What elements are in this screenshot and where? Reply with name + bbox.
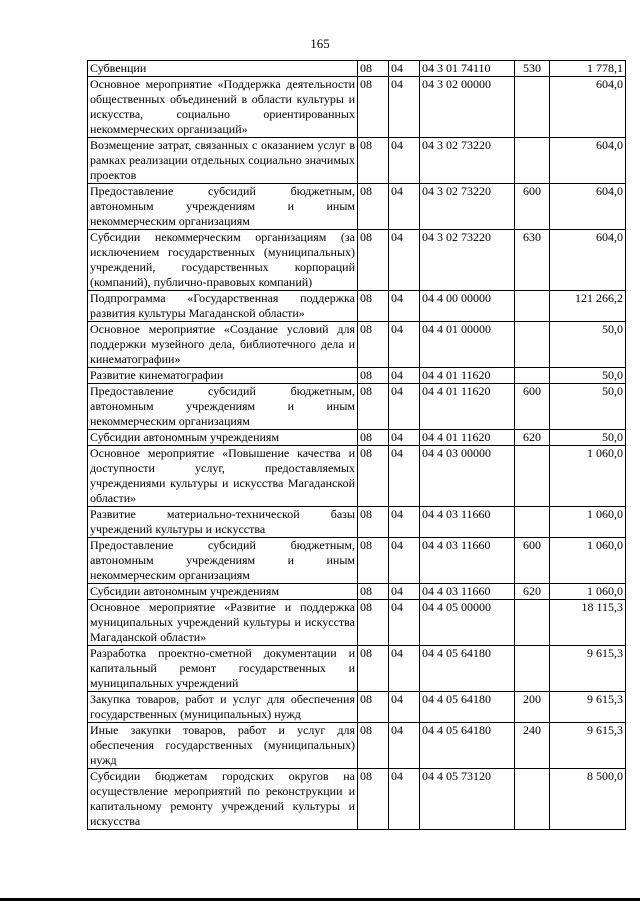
target-article-cell: 04 3 02 73220	[420, 184, 515, 230]
subsection-code-cell: 04	[389, 584, 420, 600]
budget-table	[87, 60, 626, 830]
subsection-code-cell: 04	[389, 138, 420, 184]
target-article-cell: 04 3 02 73220	[420, 138, 515, 184]
budget-table-body	[88, 61, 626, 830]
section-code-cell: 08	[358, 769, 389, 830]
section-code-cell: 08	[358, 384, 389, 430]
section-code-cell: 08	[358, 723, 389, 769]
table-row	[88, 322, 626, 368]
amount-cell: 9 615,3	[550, 723, 626, 769]
expense-type-cell	[515, 600, 550, 646]
item-name-cell: Субвенции	[88, 61, 358, 77]
amount-cell: 8 500,0	[550, 769, 626, 830]
table-row	[88, 646, 626, 692]
table-row	[88, 723, 626, 769]
subsection-code-cell: 04	[389, 291, 420, 322]
expense-type-cell: 600	[515, 184, 550, 230]
item-name-cell: Основное мероприятие «Повышение качества и доступности услуг, предоставляемых учреждениями культуры и искусства Магаданской области»	[88, 446, 358, 507]
item-name-cell: Закупка товаров, работ и услуг для обеспечения государственных (муниципальных) нужд	[88, 692, 358, 723]
target-article-cell: 04 4 03 11660	[420, 538, 515, 584]
expense-type-cell: 600	[515, 538, 550, 584]
section-code-cell: 08	[358, 584, 389, 600]
table-row	[88, 430, 626, 446]
amount-cell: 1 060,0	[550, 446, 626, 507]
amount-cell: 604,0	[550, 184, 626, 230]
table-row	[88, 538, 626, 584]
target-article-cell: 04 4 05 73120	[420, 769, 515, 830]
target-article-cell: 04 4 03 11660	[420, 584, 515, 600]
table-row	[88, 600, 626, 646]
table-row	[88, 368, 626, 384]
subsection-code-cell: 04	[389, 646, 420, 692]
table-row	[88, 291, 626, 322]
target-article-cell: 04 4 00 00000	[420, 291, 515, 322]
subsection-code-cell: 04	[389, 184, 420, 230]
expense-type-cell	[515, 322, 550, 368]
item-name-cell: Подпрограмма «Государственная поддержка развития культуры Магаданской области»	[88, 291, 358, 322]
subsection-code-cell: 04	[389, 322, 420, 368]
expense-type-cell: 530	[515, 61, 550, 77]
target-article-cell: 04 4 05 64180	[420, 723, 515, 769]
table-row	[88, 77, 626, 138]
subsection-code-cell: 04	[389, 430, 420, 446]
section-code-cell: 08	[358, 538, 389, 584]
table-row	[88, 446, 626, 507]
section-code-cell: 08	[358, 600, 389, 646]
table-row	[88, 61, 626, 77]
item-name-cell: Субсидии бюджетам городских округов на осуществление мероприятий по реконструкции и капитальному ремонту учреждений культуры и искусства	[88, 769, 358, 830]
target-article-cell: 04 4 01 11620	[420, 384, 515, 430]
item-name-cell: Развитие кинематографии	[88, 368, 358, 384]
expense-type-cell: 600	[515, 384, 550, 430]
target-article-cell: 04 3 01 74110	[420, 61, 515, 77]
subsection-code-cell: 04	[389, 446, 420, 507]
section-code-cell: 08	[358, 322, 389, 368]
amount-cell: 604,0	[550, 138, 626, 184]
item-name-cell: Разработка проектно-сметной документации и капитальный ремонт государственных и муниципальных учреждений	[88, 646, 358, 692]
amount-cell: 9 615,3	[550, 692, 626, 723]
section-code-cell: 08	[358, 446, 389, 507]
target-article-cell: 04 3 02 00000	[420, 77, 515, 138]
amount-cell: 50,0	[550, 322, 626, 368]
subsection-code-cell: 04	[389, 507, 420, 538]
expense-type-cell	[515, 138, 550, 184]
section-code-cell: 08	[358, 61, 389, 77]
section-code-cell: 08	[358, 368, 389, 384]
expense-type-cell	[515, 77, 550, 138]
expense-type-cell: 620	[515, 584, 550, 600]
expense-type-cell: 240	[515, 723, 550, 769]
item-name-cell: Основное мероприятие «Поддержка деятельности общественных объединений в области культуры и искусства, социально ориентированных некоммерческих организаций»	[88, 77, 358, 138]
amount-cell: 121 266,2	[550, 291, 626, 322]
item-name-cell: Основное мероприятие «Развитие и поддержка муниципальных учреждений культуры и искусства Магаданской области»	[88, 600, 358, 646]
amount-cell: 1 778,1	[550, 61, 626, 77]
item-name-cell: Субсидии некоммерческим организациям (за исключением государственных (муниципальных) учреждений, государственных корпораций (компаний), публично-правовых компаний)	[88, 230, 358, 291]
subsection-code-cell: 04	[389, 769, 420, 830]
section-code-cell: 08	[358, 230, 389, 291]
subsection-code-cell: 04	[389, 692, 420, 723]
section-code-cell: 08	[358, 184, 389, 230]
expense-type-cell	[515, 646, 550, 692]
section-code-cell: 08	[358, 77, 389, 138]
table-row	[88, 507, 626, 538]
amount-cell: 18 115,3	[550, 600, 626, 646]
amount-cell: 9 615,3	[550, 646, 626, 692]
expense-type-cell: 620	[515, 430, 550, 446]
expense-type-cell	[515, 446, 550, 507]
page-number: 165	[310, 36, 330, 51]
amount-cell: 50,0	[550, 430, 626, 446]
table-row	[88, 184, 626, 230]
table-row	[88, 692, 626, 723]
amount-cell: 50,0	[550, 368, 626, 384]
item-name-cell: Основное мероприятие «Создание условий для поддержки музейного дела, библиотечного дела и кинематографии»	[88, 322, 358, 368]
amount-cell: 1 060,0	[550, 538, 626, 584]
amount-cell: 50,0	[550, 384, 626, 430]
item-name-cell: Развитие материально-технической базы учреждений культуры и искусства	[88, 507, 358, 538]
subsection-code-cell: 04	[389, 384, 420, 430]
target-article-cell: 04 4 01 11620	[420, 430, 515, 446]
target-article-cell: 04 4 03 11660	[420, 507, 515, 538]
item-name-cell: Субсидии автономным учреждениям	[88, 584, 358, 600]
section-code-cell: 08	[358, 692, 389, 723]
table-row	[88, 769, 626, 830]
subsection-code-cell: 04	[389, 230, 420, 291]
item-name-cell: Иные закупки товаров, работ и услуг для обеспечения государственных (муниципальных) нужд	[88, 723, 358, 769]
amount-cell: 1 060,0	[550, 507, 626, 538]
expense-type-cell	[515, 507, 550, 538]
table-row	[88, 584, 626, 600]
target-article-cell: 04 4 05 64180	[420, 692, 515, 723]
subsection-code-cell: 04	[389, 723, 420, 769]
expense-type-cell	[515, 291, 550, 322]
section-code-cell: 08	[358, 138, 389, 184]
target-article-cell: 04 4 03 00000	[420, 446, 515, 507]
amount-cell: 1 060,0	[550, 584, 626, 600]
target-article-cell: 04 4 01 00000	[420, 322, 515, 368]
section-code-cell: 08	[358, 507, 389, 538]
item-name-cell: Предоставление субсидий бюджетным, автономным учреждениям и иным некоммерческим организациям	[88, 384, 358, 430]
item-name-cell: Субсидии автономным учреждениям	[88, 430, 358, 446]
table-row	[88, 384, 626, 430]
section-code-cell: 08	[358, 646, 389, 692]
target-article-cell: 04 4 01 11620	[420, 368, 515, 384]
expense-type-cell: 630	[515, 230, 550, 291]
target-article-cell: 04 4 05 64180	[420, 646, 515, 692]
target-article-cell: 04 4 05 00000	[420, 600, 515, 646]
expense-type-cell	[515, 368, 550, 384]
section-code-cell: 08	[358, 291, 389, 322]
section-code-cell: 08	[358, 430, 389, 446]
amount-cell: 604,0	[550, 230, 626, 291]
expense-type-cell	[515, 769, 550, 830]
table-row	[88, 230, 626, 291]
item-name-cell: Предоставление субсидий бюджетным, автономным учреждениям и иным некоммерческим организациям	[88, 184, 358, 230]
bottom-rule	[0, 898, 640, 901]
table-row	[88, 138, 626, 184]
subsection-code-cell: 04	[389, 600, 420, 646]
subsection-code-cell: 04	[389, 61, 420, 77]
amount-cell: 604,0	[550, 77, 626, 138]
subsection-code-cell: 04	[389, 77, 420, 138]
item-name-cell: Предоставление субсидий бюджетным, автономным учреждениям и иным некоммерческим организациям	[88, 538, 358, 584]
expense-type-cell: 200	[515, 692, 550, 723]
subsection-code-cell: 04	[389, 368, 420, 384]
target-article-cell: 04 3 02 73220	[420, 230, 515, 291]
subsection-code-cell: 04	[389, 538, 420, 584]
item-name-cell: Возмещение затрат, связанных с оказанием услуг в рамках реализации отдельных социально значимых проектов	[88, 138, 358, 184]
